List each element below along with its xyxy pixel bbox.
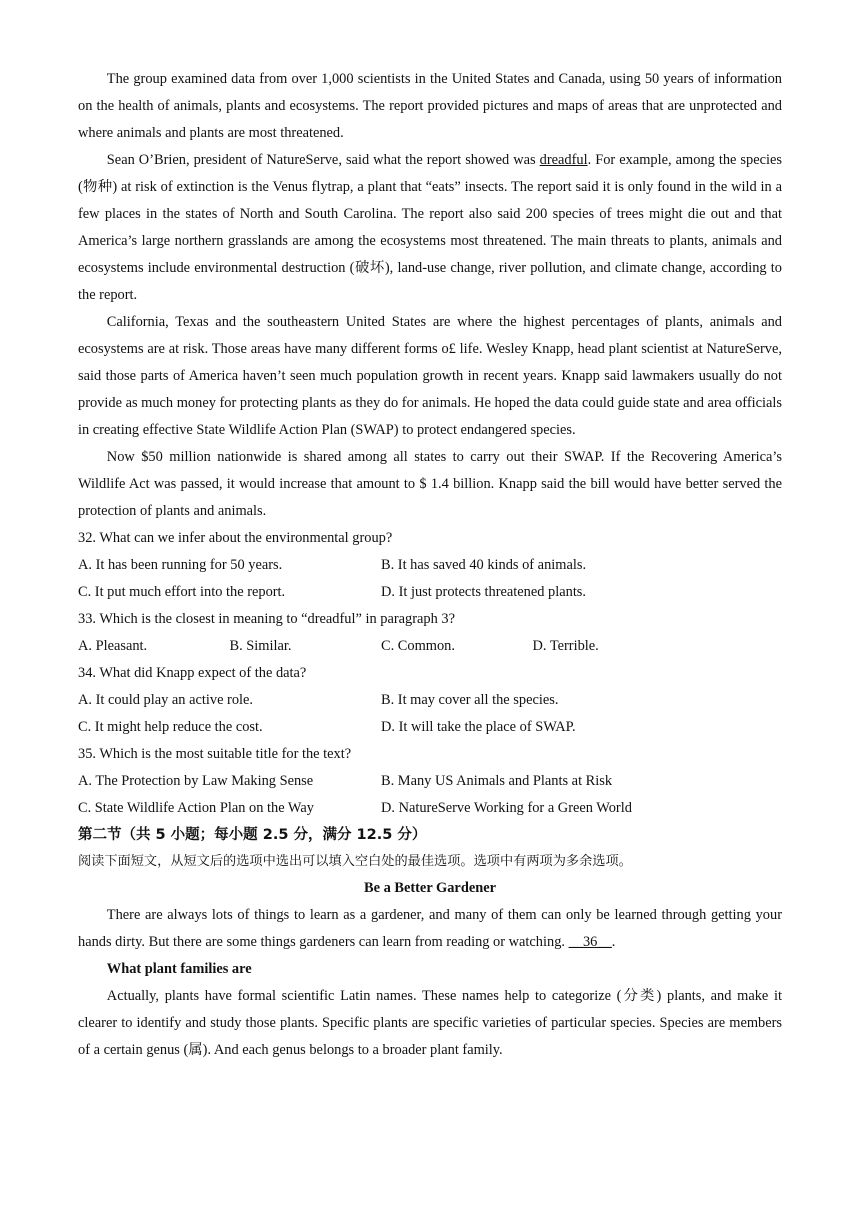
document-page xyxy=(78,66,782,1064)
question-32-stem: 32. What can we infer about the environmental group? xyxy=(78,530,393,546)
gardener-paragraph-1-start: There are always lots of things to learn as a gardener, and many of them can only be learned through getting your hands dirty. But there are some things gardeners can learn from reading or watching. xyxy=(78,907,782,950)
option-34-b[interactable]: B. It may cover all the species. xyxy=(381,692,559,708)
gardener-paragraph-1-end: . xyxy=(611,934,616,950)
question-35-options-row-2 xyxy=(78,795,782,822)
question-34-options-row-2 xyxy=(78,714,782,741)
option-32-c[interactable]: C. It put much effort into the report. xyxy=(78,584,286,600)
paragraph-2-end: . For example, among the species (物种) at risk of extinction is the Venus flytrap, a plant that “eats” insects. The report said it is only found in the wild in a few places in the states of North and South Carolina. The report also said 200 species of trees might die out and that America’s large northern grasslands are among the ecosystems most threatened. The main threats to plants, animals and ecosystems include environmental destruction (破坏), land-use change, river pollution, and climate change, according to the report. xyxy=(78,152,782,303)
question-32-options-row-2 xyxy=(78,579,782,606)
question-33-stem: 33. Which is the closest in meaning to “dreadful” in paragraph 3? xyxy=(78,611,455,627)
option-34-d[interactable]: D. It will take the place of SWAP. xyxy=(381,719,576,735)
subheading-plant-families: What plant families are xyxy=(106,961,252,977)
question-35-stem: 35. Which is the most suitable title for the text? xyxy=(78,746,352,762)
gardener-paragraph-1 xyxy=(78,902,782,956)
option-32-d[interactable]: D. It just protects threatened plants. xyxy=(381,584,587,600)
question-32-options-row-1 xyxy=(78,552,782,579)
blank-36[interactable]: __36__ xyxy=(568,934,612,950)
option-33-c[interactable]: C. Common. xyxy=(381,638,455,654)
option-33-a[interactable]: A. Pleasant. xyxy=(78,638,148,654)
option-32-b[interactable]: B. It has saved 40 kinds of animals. xyxy=(381,557,587,573)
section-2-instruction: 阅读下面短文，从短文后的选项中选出可以填入空白处的最佳选项。选项中有两项为多余选项。 xyxy=(78,854,632,869)
underlined-word-dreadful: dreadful xyxy=(539,152,588,168)
question-33-options-row xyxy=(78,633,782,660)
option-34-c[interactable]: C. It might help reduce the cost. xyxy=(78,719,263,735)
paragraph-2-start: Sean O’Brien, president of NatureServe, said what the report showed was xyxy=(106,152,540,168)
option-35-a[interactable]: A. The Protection by Law Making Sense xyxy=(78,773,314,789)
option-35-c[interactable]: C. State Wildlife Action Plan on the Way xyxy=(78,800,314,816)
option-35-d[interactable]: D. NatureServe Working for a Green World xyxy=(381,800,632,816)
paragraph-4: Now $50 million nationwide is shared among all states to carry out their SWAP. If the Recovering America’s Wildlife Act was passed, it would increase that amount to $ 1.4 billion. Knapp said the bill would have better served the protection of plants and animals. xyxy=(78,449,782,519)
question-35-options-row-1 xyxy=(78,768,782,795)
passage-title: Be a Better Gardener xyxy=(363,880,496,896)
option-34-a[interactable]: A. It could play an active role. xyxy=(78,692,254,708)
option-33-d[interactable]: D. Terrible. xyxy=(532,638,599,654)
question-34-stem: 34. What did Knapp expect of the data? xyxy=(78,665,307,681)
option-33-b[interactable]: B. Similar. xyxy=(229,638,292,654)
option-35-b[interactable]: B. Many US Animals and Plants at Risk xyxy=(381,773,613,789)
paragraph-1: The group examined data from over 1,000 scientists in the United States and Canada, using 50 years of information on the health of animals, plants and ecosystems. The report provided pictures and maps of areas that are unprotected and where animals and plants are most threatened. xyxy=(78,71,782,141)
paragraph-2 xyxy=(78,147,782,309)
question-34-options-row-1 xyxy=(78,687,782,714)
paragraph-3: California, Texas and the southeastern United States are where the highest percentages of plants, animals and ecosystems are at risk. Those areas have many different forms o£ life. Wesley Knapp, head plant scientist at NatureServe, said those parts of America haven’t seen much population growth in recent years. Knapp said lawmakers usually do not provide as much money for protecting plants as they do for animals. He hoped the data could guide state and area officials in creating effective State Wildlife Action Plan (SWAP) to protect endangered species. xyxy=(78,314,782,438)
section-2-heading: 第二节（共 5 小题；每小题 2.5 分，满分 12.5 分） xyxy=(78,827,427,843)
gardener-paragraph-2: Actually, plants have formal scientific Latin names. These names help to categorize (分类) plants, and make it clearer to identify and study those plants. Specific plants are specific varieties of particular species. Species are members of a certain genus (属). And each genus belongs to a broader plant family. xyxy=(78,988,782,1058)
option-32-a[interactable]: A. It has been running for 50 years. xyxy=(78,557,283,573)
